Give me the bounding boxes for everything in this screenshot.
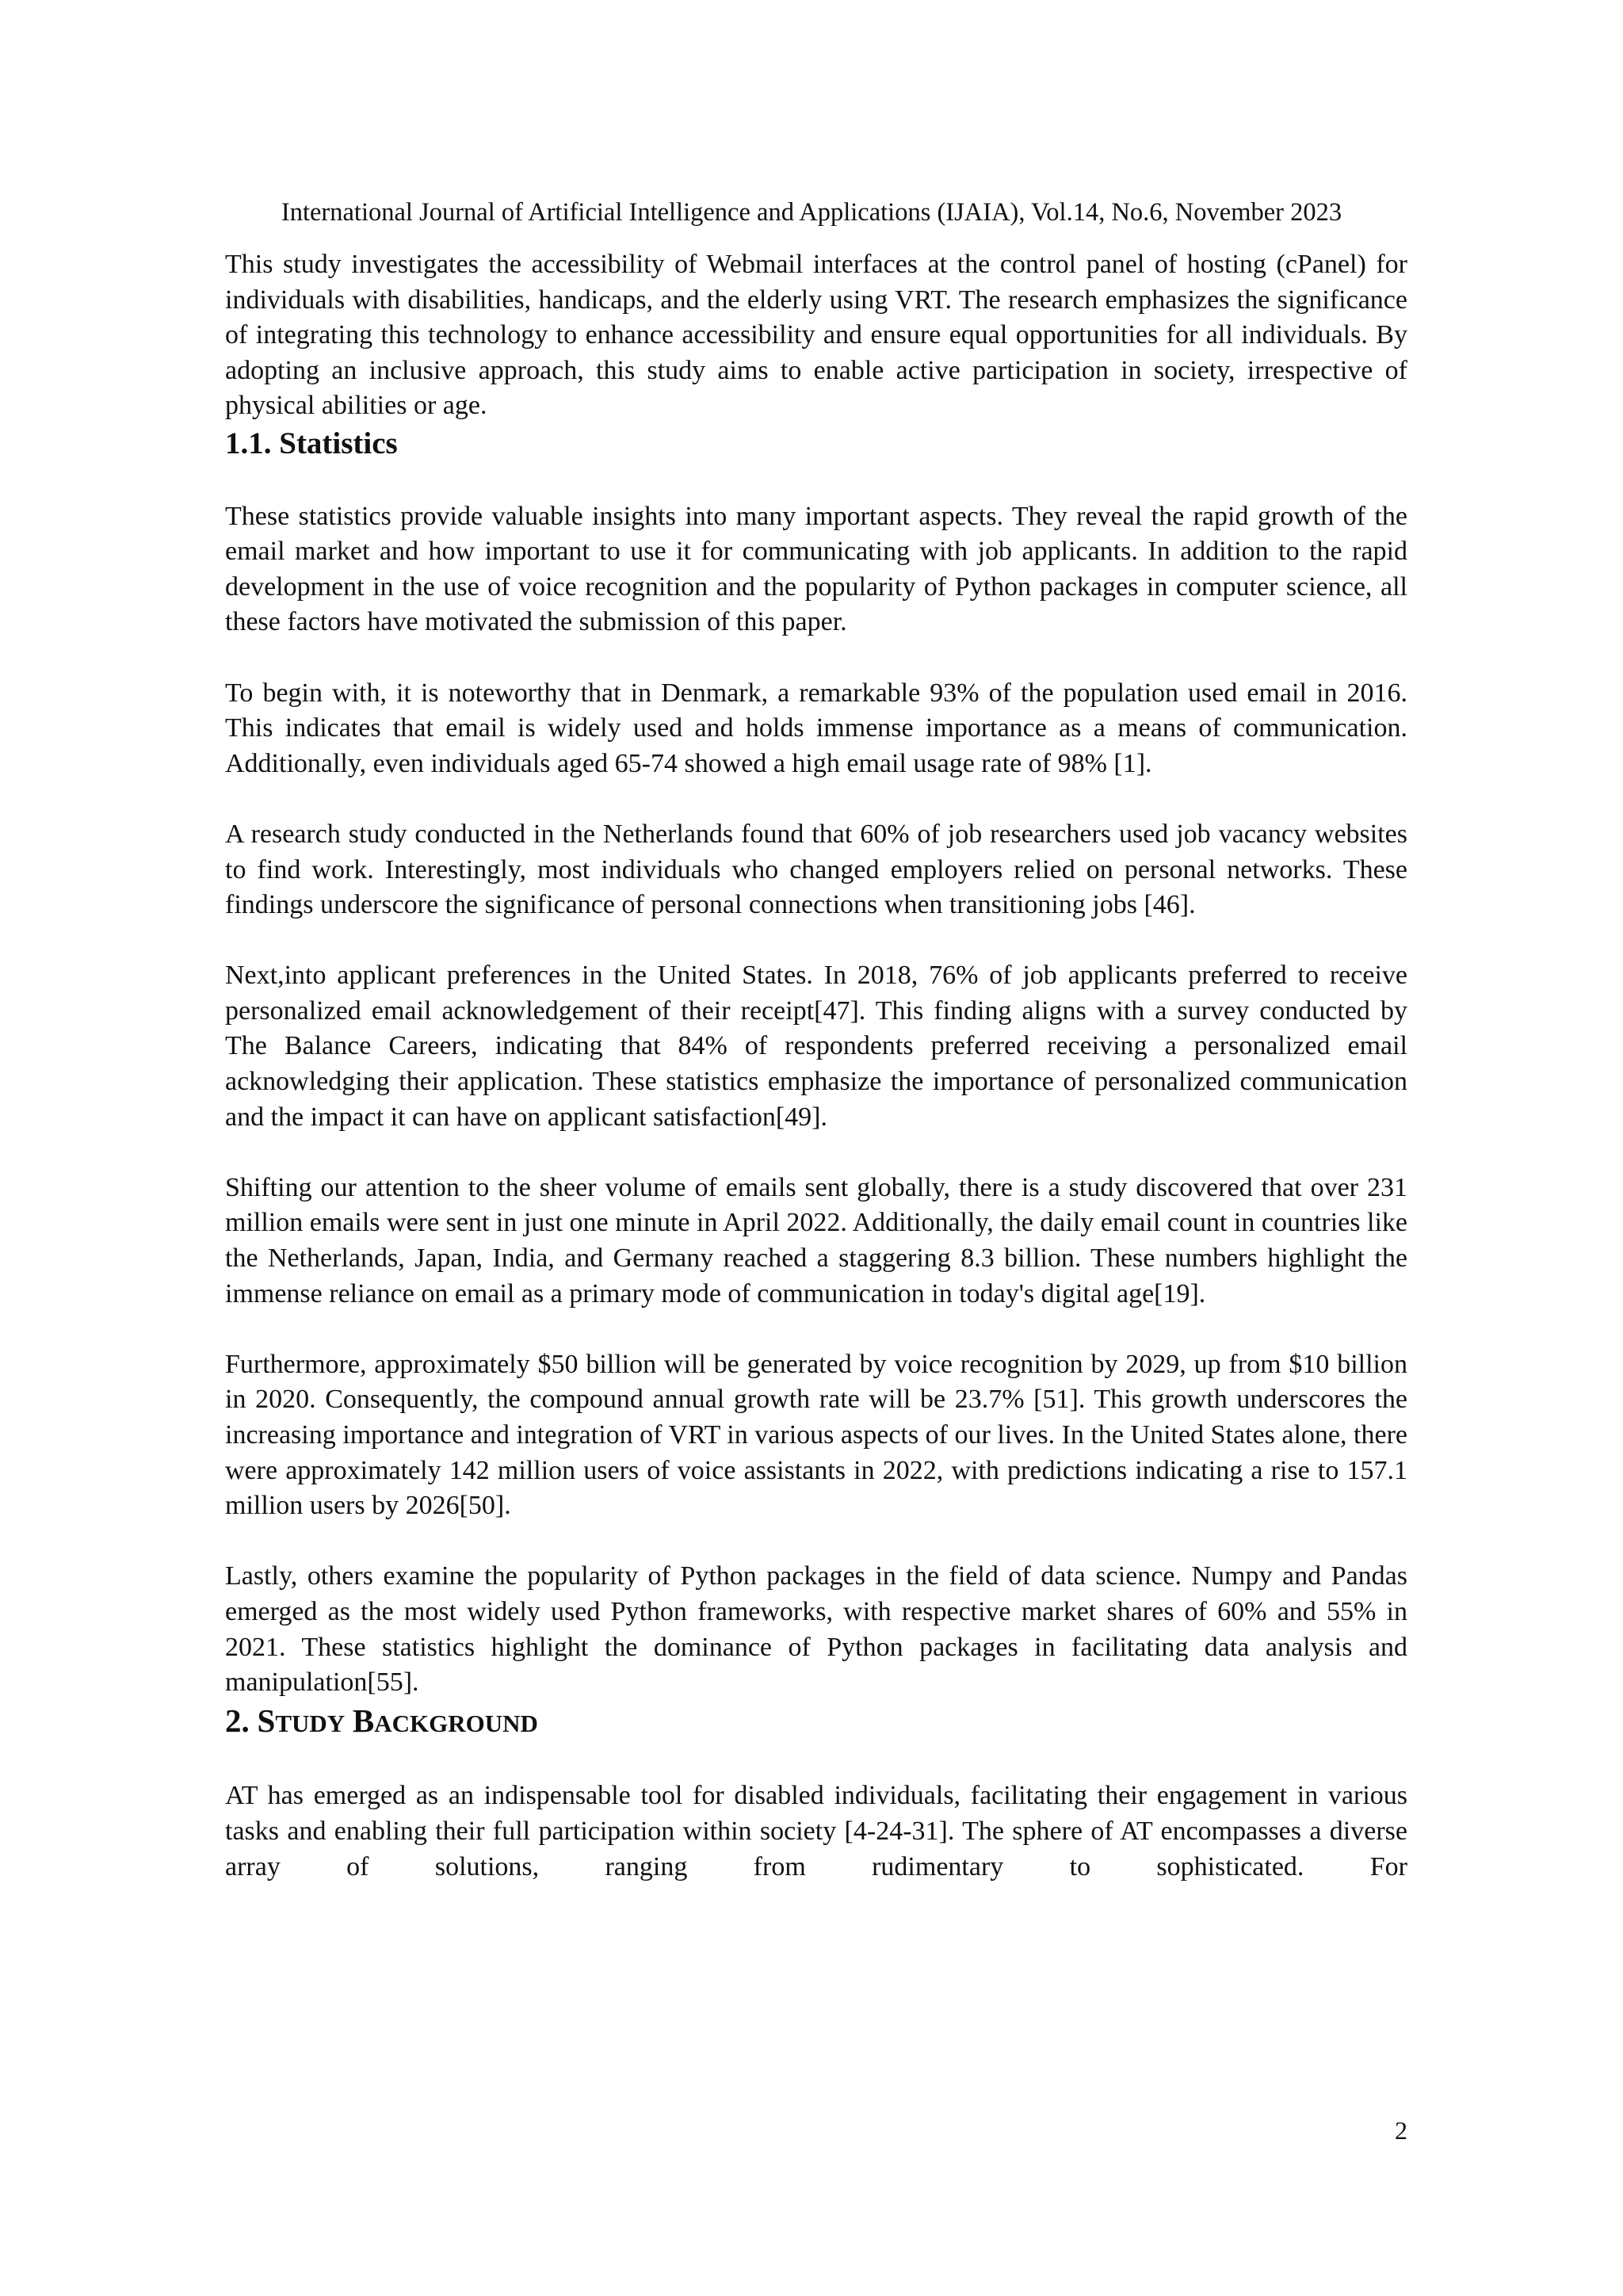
heading-initial-b: B [352,1702,375,1739]
statistics-paragraph-6: Furthermore, approximately $50 billion will be generated by voice recognition by 2029, up from $10 billion in 2020. Consequently, the compound annual growth rate will be 23.7% [51]. This growth underscores the increasing importance and integration of VRT in various aspects of our lives. In the United States alone, there were approximately 142 million users of voice assistants in 2022, with predictions indicating a rise to 157.1 million users by 2026[50]. [225,1349,1407,1521]
section-heading-statistics: 1.1. Statistics [225,426,398,460]
intro-paragraph: This study investigates the accessibility of Webmail interfaces at the control panel of hosting (cPanel) for individuals with disabilities, handicaps, and the elderly using VRT. The research emphasizes the significance of integrating this technology to enhance accessibility and ensure equal opportunities for all individuals. By adopting an inclusive approach, this study aims to enable active participation in society, irrespective of physical abilities or age. [225,250,1407,421]
page-content [225,247,1407,1885]
statistics-paragraph-5: Shifting our attention to the sheer volume of emails sent globally, there is a study discovered that over 231 million emails were sent in just one minute in April 2022. Additionally, the daily email count in countries like the Netherlands, Japan, India, and Germany reached a staggering 8.3 billion. These numbers highlight the immense reliance on email as a primary mode of communication in today's digital age[19]. [225,1172,1407,1308]
statistics-paragraph-1: These statistics provide valuable insights into many important aspects. They reveal the rapid growth of the email market and how important to use it for communicating with job applicants. In addition to the rapid development in the use of voice recognition and the popularity of Python packages in computer science, all these factors have motivated the submission of this paper. [225,501,1407,637]
page-number: 2 [1395,2116,1407,2145]
statistics-paragraph-2: To begin with, it is noteworthy that in Denmark, a remarkable 93% of the population used email in 2016. This indicates that email is widely used and holds immense importance as a means of communication. Additionally, even individuals aged 65-74 showed a high email usage rate of 98% [1]. [225,678,1407,778]
heading-word-tudy: TUDY [275,1709,346,1737]
statistics-paragraph-4: Next,into applicant preferences in the United States. In 2018, 76% of job applicants preferred to receive personalized email acknowledgement of their receipt[47]. This finding aligns with a survey conducted by The Balance Careers, indicating that 84% of respondents preferred receiving a personalized email acknowledging their application. These statistics emphasize the importance of personalized communication and the impact it can have on applicant satisfaction[49]. [225,961,1407,1132]
running-header: International Journal of Artificial Intelligence and Applications (IJAIA), Vol.14, No.6, November 2023 [281,198,1342,227]
section-number: 2. [225,1702,250,1739]
heading-initial-s: S [257,1702,276,1739]
study-background-paragraph: AT has emerged as an indispensable tool for disabled individuals, facilitating their engagement in various tasks and enabling their full participation within society [4-24-31]. The sphere of AT encompasses a diverse array of solutions, ranging from rudimentary to sophisticated. For [225,1781,1407,1881]
section-heading-study-background [225,1701,1407,1744]
statistics-paragraph-7: Lastly, others examine the popularity of Python packages in the field of data science. Numpy and Pandas emerged as the most widely used Python frameworks, with respective market shares of 60% and 55% in 2021. These statistics highlight the dominance of Python packages in facilitating data analysis and manipulation[55]. [225,1561,1407,1698]
statistics-paragraph-3: A research study conducted in the Netherlands found that 60% of job researchers used job vacancy websites to find work. Interestingly, most individuals who changed employers relied on personal networks. These findings underscore the significance of personal connections when transitioning jobs [46]. [225,819,1407,920]
heading-word-ackground: ACKGROUND [374,1709,538,1737]
